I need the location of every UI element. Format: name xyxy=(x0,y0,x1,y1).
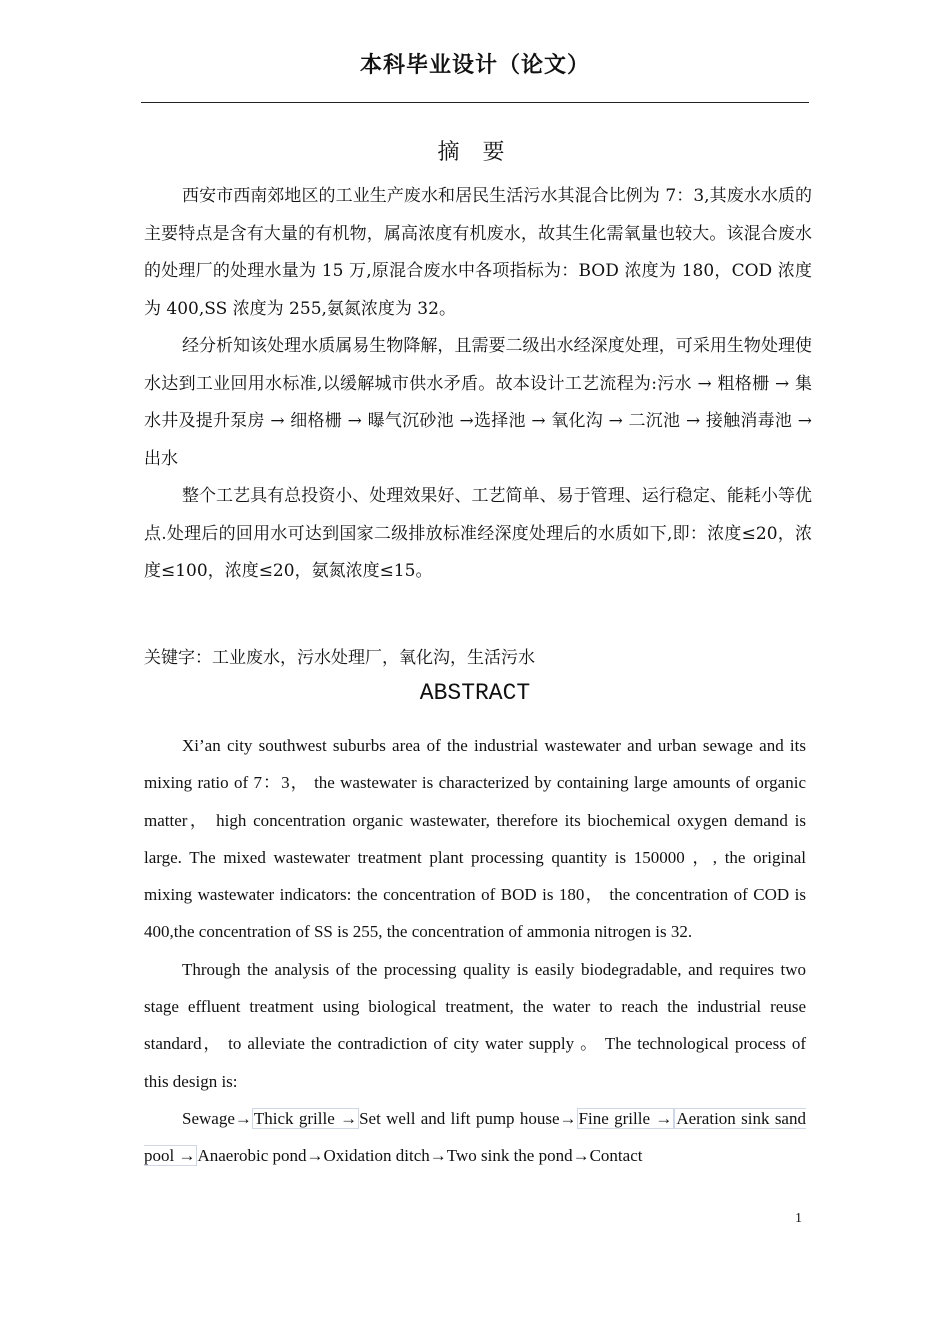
flow-step-fine-grille: Fine grille → xyxy=(578,1108,673,1128)
header-divider xyxy=(141,102,809,103)
thesis-header-title: 本科毕业设计（论文） xyxy=(359,53,590,78)
flow-step-aeration-sink: Aeration sink sand pool → xyxy=(144,1108,806,1166)
keywords-text: 工业废水，污水处理厂，氧化沟，生活污水 xyxy=(212,648,535,668)
flow-step-thick-grille: Thick grille → xyxy=(253,1108,358,1128)
chinese-abstract-body xyxy=(144,178,812,591)
chinese-abstract-paragraph-3: 整个工艺具有总投资小、处理效果好、工艺简单、易于管理、运行稳定、能耗小等优点.处理后的回用水可达到国家二级排放标准经深度处理后的水质如下,即：浓度≤20，浓度≤100，浓度≤20，氨氮浓度≤15。 xyxy=(144,486,812,581)
keywords-line xyxy=(144,643,812,673)
english-abstract-body xyxy=(144,727,806,1175)
keywords-label: 关键字： xyxy=(144,648,212,668)
page-number: 1 xyxy=(795,1211,802,1226)
flow-step-remaining: Anaerobic pond→Oxidation ditch→Two sink the pond→Contact xyxy=(197,1146,643,1166)
chinese-abstract-paragraph-2: 经分析知该处理水质属易生物降解，且需要二级出水经深度处理，可采用生物处理使水达到工业回用水标准,以缓解城市供水矛盾。故本设计工艺流程为:污水 → 粗格栅 → 集水井及提升泵房 → 细格栅 → 曝气沉砂池 →选择池 → 氧化沟 → 二沉池 → 接触消毒池 → 出水 xyxy=(144,336,812,469)
flow-step-set-well: Set well and lift pump house→ xyxy=(359,1108,577,1128)
english-abstract-title: ABSTRACT xyxy=(419,680,531,706)
process-flow-paragraph xyxy=(144,1100,806,1175)
chinese-abstract-paragraph-1: 西安市西南郊地区的工业生产废水和居民生活污水其混合比例为 7：3,其废水水质的主要特点是含有大量的有机物，属高浓度有机废水，故其生化需氧量也较大。该混合废水的处理厂的处理水量为 15 万,原混合废水中各项指标为：BOD 浓度为 180，COD 浓度为 400,SS 浓度为 255,氨氮浓度为 32。 xyxy=(144,186,812,319)
english-abstract-paragraph-2: Through the analysis of the processing quality is easily biodegradable, and requires two stage effluent treatment using biological treatment, the water to reach the industrial reuse standard， to alleviate the contradiction of city water supply 。 The technological process of this design is: xyxy=(144,959,806,1091)
chinese-abstract-title: 摘 要 xyxy=(437,140,513,165)
english-abstract-paragraph-1: Xi’an city southwest suburbs area of the industrial wastewater and urban sewage and its mixing ratio of 7：3， the wastewater is characterized by containing large amounts of organic matter， high concentration organic wastewater, therefore its biochemical oxygen demand is large. The mixed wastewater treatment plant processing quantity is 150000 ，, the original mixing wastewater indicators: the concentration of BOD is 180， the concentration of COD is 400,the concentration of SS is 255, the concentration of ammonia nitrogen is 32. xyxy=(144,736,806,942)
flow-step-sewage: Sewage→ xyxy=(182,1108,252,1128)
